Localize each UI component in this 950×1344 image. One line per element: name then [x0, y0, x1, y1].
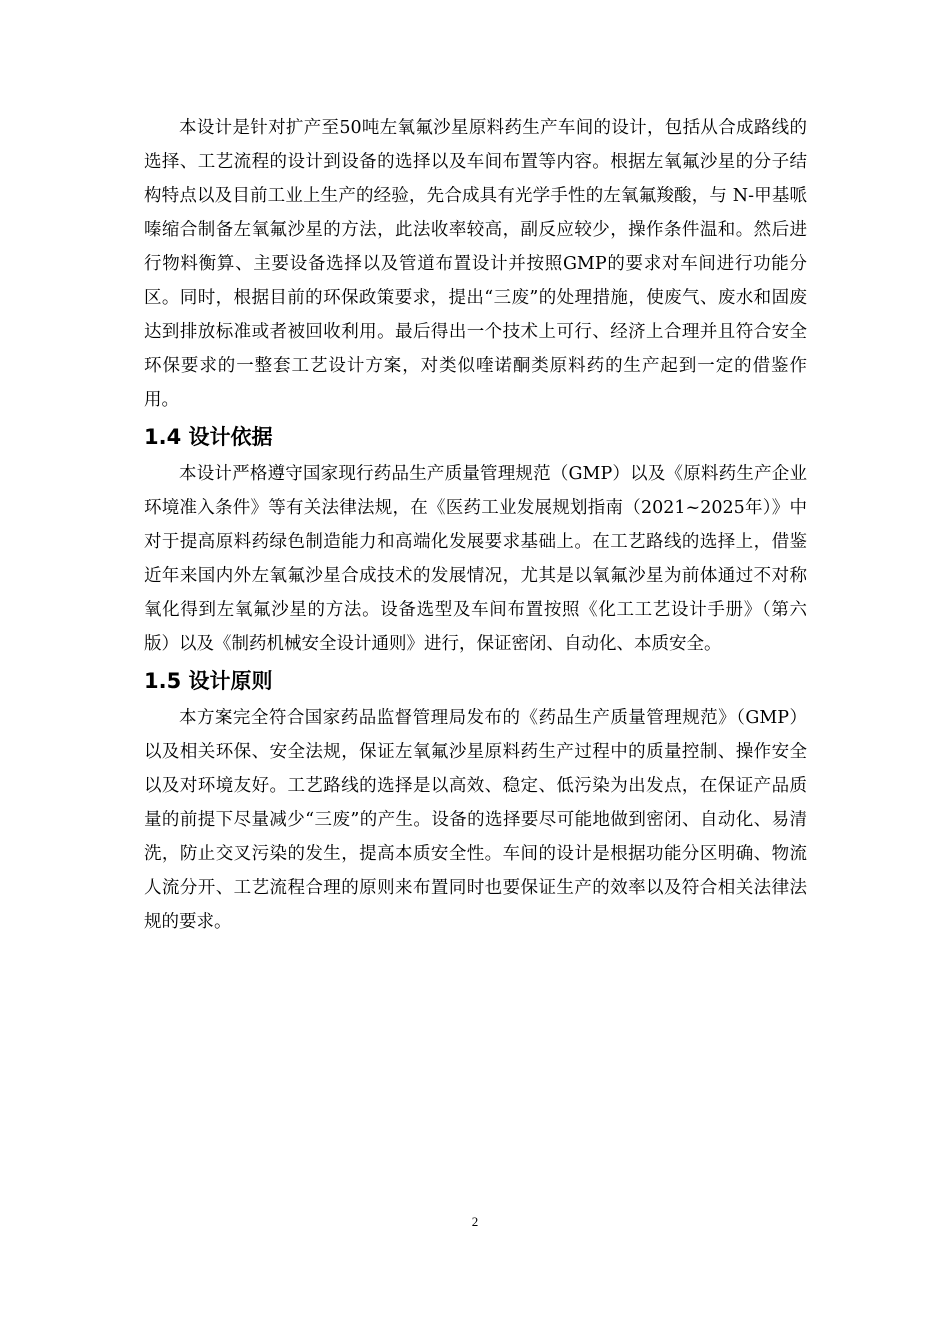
intro-paragraph: 本设计是针对扩产至50吨左氧氟沙星原料药生产车间的设计，包括从合成路线的选择、工艺流程的设计到设备的选择以及车间布置等内容。根据左氧氟沙星的分子结构特点以及目前工业上生产的经验，先合成具有光学手性的左氧氟羧酸，与 N-甲基哌嗪缩合制备左氧氟沙星的方法，此法收率较高，副反应较少，操作条件温和。然后进行物料衡算、主要设备选择以及管道布置设计并按照GMP的要求对车间进行功能分区。同时，根据目前的环保政策要求，提出“三废”的处理措施，使废气、废水和固废达到排放标准或者被回收利用。最后得出一个技术上可行、经济上合理并且符合安全环保要求的一整套工艺设计方案，对类似喹诺酮类原料药的生产起到一定的借鉴作用。 — [144, 118, 807, 410]
section-1-5-paragraph: 本方案完全符合国家药品监督管理局发布的《药品生产质量管理规范》（GMP）以及相关环保、安全法规，保证左氧氟沙星原料药生产过程中的质量控制、操作安全以及对环境友好。工艺路线的选择是以高效、稳定、低污染为出发点，在保证产品质量的前提下尽量减少“三废”的产生。设备的选择要尽可能地做到密闭、自动化、易清洗，防止交叉污染的发生，提高本质安全性。车间的设计是根据功能分区明确、物流人流分开、工艺流程合理的原则来布置同时也要保证生产的效率以及符合相关法律法规的要求。 — [144, 708, 807, 932]
document-body — [144, 111, 807, 939]
page-number: 2 — [471, 1214, 479, 1229]
section-1-4-heading: 1.4 设计依据 — [144, 425, 273, 449]
section-1-4-paragraph: 本设计严格遵守国家现行药品生产质量管理规范（GMP）以及《原料药生产企业环境准入条件》等有关法律法规，在《医药工业发展规划指南（2021~2025年）》中对于提高原料药绿色制造能力和高端化发展要求基础上。在工艺路线的选择上，借鉴近年来国内外左氧氟沙星合成技术的发展情况，尤其是以氧氟沙星为前体通过不对称氧化得到左氧氟沙星的方法。设备选型及车间布置按照《化工工艺设计手册》（第六版）以及《制药机械安全设计通则》进行，保证密闭、自动化、本质安全。 — [144, 464, 807, 654]
section-1-5-heading: 1.5 设计原则 — [144, 669, 273, 693]
